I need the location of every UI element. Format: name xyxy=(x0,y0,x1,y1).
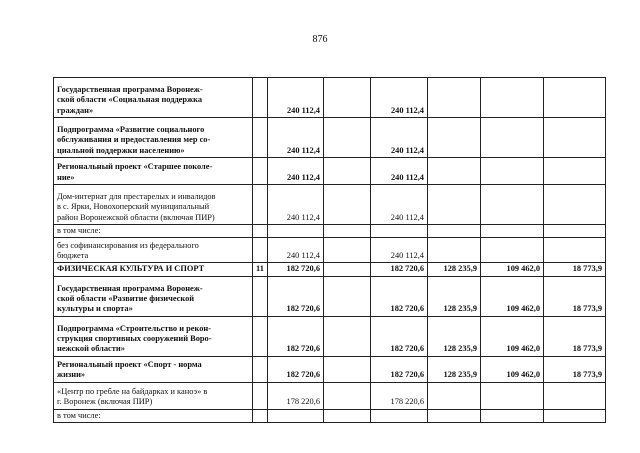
row-amount: 182 720,6 xyxy=(268,316,324,356)
row-name: Подпрограмма «Развитие социального обслуживания и предоставления мер со- циальной поддержки населению» xyxy=(54,118,253,158)
row-code: 11 xyxy=(253,263,268,276)
row-name: Подпрограмма «Строительство и рекон- струкция спортивных сооружений Воро- нежской области» xyxy=(54,316,253,356)
row-empty-cell xyxy=(324,238,371,263)
row-year3 xyxy=(544,118,606,158)
row-name: Дом-интернат для престарелых и инвалидов в с. Ярки, Новохоперский муниципальный район Воронежской области (включая ПИР) xyxy=(54,185,253,225)
row-empty-cell xyxy=(324,263,371,276)
row-empty-cell xyxy=(324,118,371,158)
row-empty-cell xyxy=(324,316,371,356)
row-year1 xyxy=(428,225,481,238)
row-year2 xyxy=(481,382,544,409)
row-total: 240 112,4 xyxy=(371,238,428,263)
row-year3: 18 773,9 xyxy=(544,316,606,356)
row-name: Региональный проект «Спорт - норма жизни» xyxy=(54,356,253,382)
row-code xyxy=(253,158,268,185)
row-amount: 240 112,4 xyxy=(268,238,324,263)
row-empty-cell xyxy=(324,409,371,422)
row-year2 xyxy=(481,185,544,225)
row-code xyxy=(253,225,268,238)
row-code xyxy=(253,316,268,356)
row-year1: 128 235,9 xyxy=(428,356,481,382)
row-year3 xyxy=(544,238,606,263)
row-total: 240 112,4 xyxy=(371,158,428,185)
row-empty-cell xyxy=(324,382,371,409)
table-row-gp-social xyxy=(54,78,606,118)
table-row-incl-1 xyxy=(54,225,606,238)
row-amount: 182 720,6 xyxy=(268,356,324,382)
row-year1: 128 235,9 xyxy=(428,263,481,276)
row-name: «Центр по гребле на байдарках и каноэ» в г. Воронеж (включая ПИР) xyxy=(54,382,253,409)
row-year2 xyxy=(481,118,544,158)
row-year2 xyxy=(481,409,544,422)
row-year2: 109 462,0 xyxy=(481,276,544,316)
row-amount: 240 112,4 xyxy=(268,158,324,185)
row-code xyxy=(253,78,268,118)
row-code xyxy=(253,238,268,263)
table-row-rp-older-gen xyxy=(54,158,606,185)
row-amount: 240 112,4 xyxy=(268,78,324,118)
table-row-rowing-center xyxy=(54,382,606,409)
row-name: Государственная программа Воронеж- ской области «Социальная поддержка граждан» xyxy=(54,78,253,118)
row-year2: 109 462,0 xyxy=(481,263,544,276)
row-total: 240 112,4 xyxy=(371,118,428,158)
row-year1 xyxy=(428,238,481,263)
row-total: 178 220,6 xyxy=(371,382,428,409)
table-row-rp-sport-norm xyxy=(54,356,606,382)
row-amount: 182 720,6 xyxy=(268,263,324,276)
row-total xyxy=(371,409,428,422)
row-name: в том числе: xyxy=(54,409,253,422)
row-amount: 178 220,6 xyxy=(268,382,324,409)
budget-table xyxy=(53,77,606,423)
row-year2 xyxy=(481,225,544,238)
row-total: 182 720,6 xyxy=(371,356,428,382)
row-year1 xyxy=(428,78,481,118)
row-year1 xyxy=(428,409,481,422)
row-amount xyxy=(268,409,324,422)
row-year2 xyxy=(481,158,544,185)
row-name: в том числе: xyxy=(54,225,253,238)
row-total: 182 720,6 xyxy=(371,263,428,276)
row-year3 xyxy=(544,409,606,422)
row-name: без софинансирования из федерального бюджета xyxy=(54,238,253,263)
row-empty-cell xyxy=(324,225,371,238)
row-amount xyxy=(268,225,324,238)
table-row-gp-sport xyxy=(54,276,606,316)
row-amount: 182 720,6 xyxy=(268,276,324,316)
row-year3: 18 773,9 xyxy=(544,356,606,382)
row-name: Региональный проект «Старшее поколе- ние» xyxy=(54,158,253,185)
row-code xyxy=(253,276,268,316)
row-year3 xyxy=(544,78,606,118)
row-amount: 240 112,4 xyxy=(268,185,324,225)
row-year1 xyxy=(428,118,481,158)
row-year2 xyxy=(481,78,544,118)
row-year2 xyxy=(481,238,544,263)
row-year1: 128 235,9 xyxy=(428,316,481,356)
row-amount: 240 112,4 xyxy=(268,118,324,158)
table-row-pp-construction xyxy=(54,316,606,356)
row-code xyxy=(253,382,268,409)
row-total: 182 720,6 xyxy=(371,276,428,316)
row-empty-cell xyxy=(324,78,371,118)
row-empty-cell xyxy=(324,185,371,225)
row-year1 xyxy=(428,185,481,225)
row-name: ФИЗИЧЕСКАЯ КУЛЬТУРА И СПОРТ xyxy=(54,263,253,276)
row-total: 240 112,4 xyxy=(371,185,428,225)
row-total xyxy=(371,225,428,238)
row-name: Государственная программа Воронеж- ской области «Развитие физической культуры и спорта» xyxy=(54,276,253,316)
table-body xyxy=(54,78,606,423)
row-code xyxy=(253,185,268,225)
row-year3 xyxy=(544,185,606,225)
row-year2: 109 462,0 xyxy=(481,316,544,356)
table-row-physical-culture xyxy=(54,263,606,276)
row-year3 xyxy=(544,225,606,238)
row-year3 xyxy=(544,158,606,185)
row-year3: 18 773,9 xyxy=(544,263,606,276)
row-year3 xyxy=(544,382,606,409)
row-year3: 18 773,9 xyxy=(544,276,606,316)
row-year2: 109 462,0 xyxy=(481,356,544,382)
table-row-boarding-house xyxy=(54,185,606,225)
table-row-no-cofinancing xyxy=(54,238,606,263)
row-total: 240 112,4 xyxy=(371,78,428,118)
row-year1 xyxy=(428,158,481,185)
row-empty-cell xyxy=(324,158,371,185)
page-number: 876 xyxy=(312,34,328,45)
row-code xyxy=(253,118,268,158)
table-row-pp-social-services xyxy=(54,118,606,158)
row-empty-cell xyxy=(324,356,371,382)
row-total: 182 720,6 xyxy=(371,316,428,356)
row-code xyxy=(253,356,268,382)
row-empty-cell xyxy=(324,276,371,316)
row-code xyxy=(253,409,268,422)
row-year1: 128 235,9 xyxy=(428,276,481,316)
table-row-incl-2 xyxy=(54,409,606,422)
row-year1 xyxy=(428,382,481,409)
